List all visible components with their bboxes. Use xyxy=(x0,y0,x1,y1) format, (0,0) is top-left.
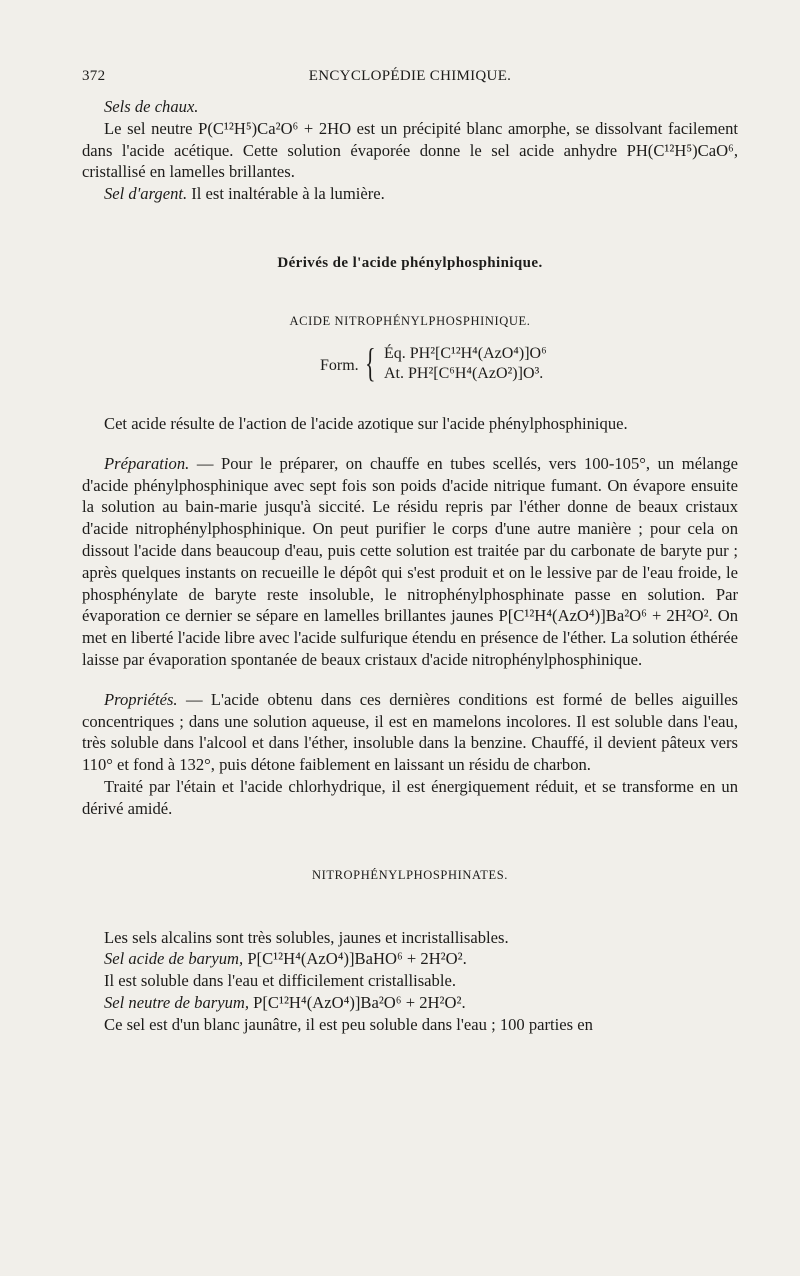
heading-sels-de-chaux: Sels de chaux. xyxy=(104,97,199,116)
text-proprietes: — L'acide obtenu dans ces dernières conditions est formé de belles aiguilles concentriques ; dans une solution aqueuse, il est en mamelons incolores. Il est soluble dans l'eau, très soluble dans l'alcool et dans l'éther, insoluble dans la benzine. Chauffé, il devient pâteux vers 110° et fond à 132°, puis détone faiblement en laissant un résidu de charbon. xyxy=(82,689,738,775)
formula-sel-neutre-baryum: P[C¹²H⁴(AzO⁴)]Ba²O⁶ + 2H²O². xyxy=(249,992,466,1012)
page-content xyxy=(82,96,738,1036)
paragraph-sel-acide-baryum xyxy=(82,948,738,970)
section-title-derives: Dérivés de l'acide phénylphosphinique. xyxy=(277,254,543,271)
text-sel-argent: Il est inaltérable à la lumière. xyxy=(187,184,385,204)
formula-block xyxy=(82,339,738,389)
paragraph-proprietes xyxy=(82,689,738,776)
label-sel-neutre-baryum: Sel neutre de baryum, xyxy=(104,992,250,1012)
paragraph-traite: Traité par l'étain et l'acide chlorhydrique, il est énergiquement réduit, et se transforme en un dérivé amidé. xyxy=(82,776,738,818)
label-sel-acide-baryum: Sel acide de baryum, xyxy=(104,949,244,969)
text-preparation: — Pour le préparer, on chauffe en tubes scellés, vers 100-105°, un mélange d'acide phénylphosphinique avec sept fois son poids d'acide nitrique fumant. On évapore ensuite la solution au bain-marie jusqu'à siccité. Le résidu repris par l'éther donne de beaux cristaux d'acide nitrophénylphosphinique. On peut purifier le corps d'une autre manière ; pour cela on dissout l'acide dans beaucoup d'eau, puis cette solution est traitée par du carbonate de baryte pur ; après quelques instants on recueille le dépôt qui s'est produit et on le lessive par de l'eau froide, le phosphénylate de baryte reste insoluble, le nitrophénylphosphinate passe en solution. Par évaporation ce dernier se sépare en lamelles brillantes jaunes P[C¹²H⁴(AzO⁴)]Ba²O⁶ + 2H²O². On met en liberté l'acide libre avec l'acide sulfurique étendu en présence de l'éther. La solution éthérée laisse par évaporation spontanée de beaux cristaux d'acide nitrophénylphosphinique. xyxy=(82,453,738,669)
paragraph-last: Ce sel est d'un blanc jaunâtre, il est peu soluble dans l'eau ; 100 parties en xyxy=(104,1014,593,1034)
paragraph-sels-alcalins: Les sels alcalins sont très solubles, jaunes et incristallisables. xyxy=(104,927,509,947)
label-proprietes: Propriétés. xyxy=(104,689,178,709)
page-header xyxy=(82,68,738,92)
section-title-acide-nitro: ACIDE NITROPHÉNYLPHOSPHINIQUE. xyxy=(289,313,531,328)
formula-label: Form. xyxy=(320,356,359,374)
brace-symbol: { xyxy=(365,339,376,385)
paragraph-sel-neutre: Le sel neutre P(C¹²H⁵)Ca²O⁶ + 2HO est un précipité blanc amorphe, se dissolvant facilement dans l'acide acétique. Cette solution évaporée donne le sel acide anhydre PH(C¹²H⁵)CaO⁶, cristallisé en lamelles brillantes. xyxy=(82,118,738,182)
paragraph-sel-neutre-baryum xyxy=(82,992,738,1014)
paragraph-sel-argent xyxy=(82,183,738,205)
label-sel-argent: Sel d'argent. xyxy=(104,184,188,204)
formula-equivalent: Éq. PH²[C¹²H⁴(AzO⁴)]O⁶ xyxy=(384,344,547,362)
section-title-nitrophenylphosphinates: NITROPHÉNYLPHOSPHINATES. xyxy=(311,867,508,882)
page-number: 372 xyxy=(82,68,106,84)
paragraph-intro: Cet acide résulte de l'action de l'acide azotique sur l'acide phénylphosphinique. xyxy=(104,413,628,433)
paragraph-soluble: Il est soluble dans l'eau et difficilement cristallisable. xyxy=(104,971,456,991)
running-title: ENCYCLOPÉDIE CHIMIQUE. xyxy=(308,68,512,84)
formula-sel-acide-baryum: P[C¹²H⁴(AzO⁴)]BaHO⁶ + 2H²O². xyxy=(243,949,467,969)
formula-atomic: At. PH²[C⁶H⁴(AzO²)]O³. xyxy=(384,364,544,382)
paragraph-preparation xyxy=(82,453,738,671)
label-preparation: Préparation. xyxy=(104,453,190,473)
